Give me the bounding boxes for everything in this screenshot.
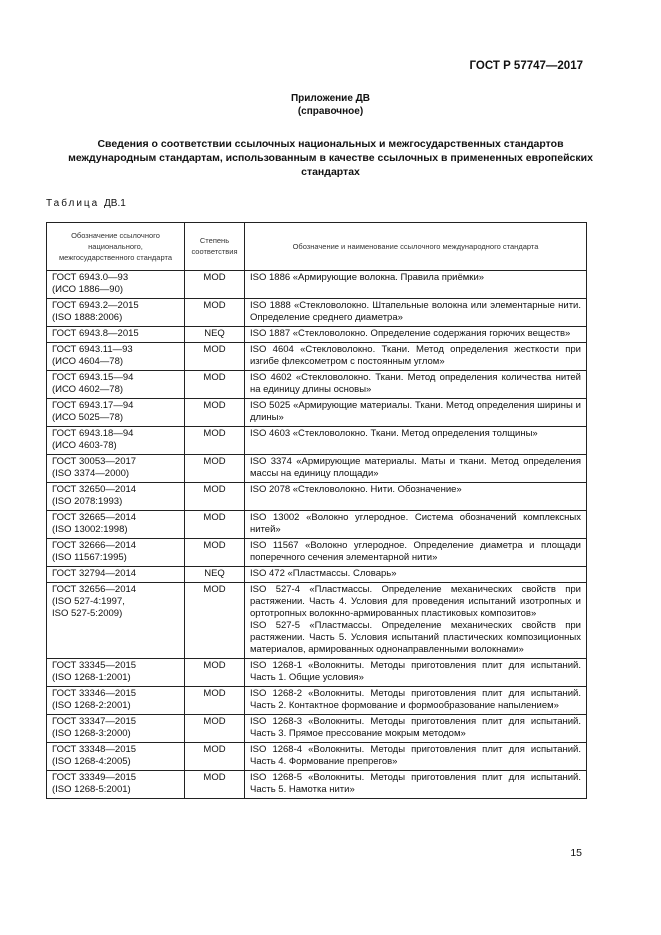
national-standard-cell-line: ГОСТ 32666—2014 — [52, 540, 137, 551]
national-standard-cell — [47, 455, 185, 483]
national-standard-cell-line: (ИСО 4603-78) — [52, 440, 117, 451]
table-row — [47, 511, 587, 539]
international-standard-cell — [245, 511, 587, 539]
national-standard-cell-line: (ISO 2078:1993) — [52, 496, 123, 507]
section-title: Сведения о соответствии ссылочных национальных и межгосударственных стандартов международным стандартам, использованным в качестве ссылочных в примененных европейских стандартах — [68, 138, 593, 178]
national-standard-cell-line: (ИСО 4604—78) — [52, 356, 124, 367]
international-standard-cell-line: ISO 1268-1 «Волокниты. Методы приготовления плит для испытаний. Часть 1. Общие условия» — [250, 660, 581, 683]
table-row — [47, 455, 587, 483]
table-caption-word: Таблица — [46, 198, 100, 209]
degree-cell-line: MOD — [203, 272, 226, 283]
table-row — [47, 399, 587, 427]
degree-cell-line: MOD — [203, 660, 226, 671]
national-standard-cell-line: ГОСТ 6943.8—2015 — [52, 328, 139, 339]
national-standard-cell — [47, 299, 185, 327]
international-standard-cell — [245, 715, 587, 743]
table-caption — [46, 198, 126, 209]
national-standard-cell — [47, 583, 185, 659]
international-standard-cell — [245, 483, 587, 511]
international-standard-cell — [245, 539, 587, 567]
degree-cell-line: NEQ — [204, 328, 225, 339]
national-standard-cell-line: ГОСТ 6943.17—94 — [52, 400, 134, 411]
degree-cell — [185, 715, 245, 743]
degree-cell-line: MOD — [203, 512, 226, 523]
degree-cell-line: MOD — [203, 688, 226, 699]
national-standard-cell-line: ГОСТ 32794—2014 — [52, 568, 137, 579]
table-row — [47, 771, 587, 799]
national-standard-cell-line: ГОСТ 33348—2015 — [52, 744, 137, 755]
appendix-title: Приложение ДВ — [290, 93, 371, 104]
national-standard-cell — [47, 743, 185, 771]
degree-cell — [185, 271, 245, 299]
degree-cell — [185, 743, 245, 771]
national-standard-cell — [47, 427, 185, 455]
table-row — [47, 687, 587, 715]
international-standard-cell-line: ISO 527-5 «Пластмассы. Определение механических свойств при растяжении. Часть 5. Условия испытаний пластических композиционных материалов, армированных однонаправленными волокнами» — [250, 620, 581, 655]
table-caption-number: ДВ.1 — [104, 198, 126, 209]
national-standard-cell — [47, 511, 185, 539]
national-standard-cell-line: ГОСТ 32665—2014 — [52, 512, 137, 523]
international-standard-cell — [245, 399, 587, 427]
international-standard-cell — [245, 771, 587, 799]
degree-cell-line: MOD — [203, 344, 226, 355]
column-header-national-standard: Обозначение ссылочного национального, межгосударственного стандарта — [47, 223, 185, 271]
national-standard-cell-line: (ISO 1268-3:2000) — [52, 728, 131, 739]
international-standard-cell-line: ISO 527-4 «Пластмассы. Определение механических свойств при растяжении. Часть 4. Условия для проведения испытаний изотропных и ортотропных волокнно-армированных пластиковых композитов» — [250, 584, 581, 619]
national-standard-cell — [47, 483, 185, 511]
degree-cell — [185, 399, 245, 427]
degree-cell-line: MOD — [203, 772, 226, 783]
international-standard-cell — [245, 659, 587, 687]
national-standard-cell-line: ГОСТ 33349—2015 — [52, 772, 137, 783]
table-row — [47, 539, 587, 567]
international-standard-cell-line: ISO 5025 «Армирующие материалы. Ткани. Метод определения ширины и длины» — [250, 400, 581, 423]
national-standard-cell-line: ГОСТ 6943.18—94 — [52, 428, 134, 439]
international-standard-cell-line: ISO 13002 «Волокно углеродное. Система обозначений комплексных нитей» — [250, 512, 581, 535]
national-standard-cell — [47, 271, 185, 299]
international-standard-cell-line: ISO 11567 «Волокно углеродное. Определение диаметра и площади поперечного сечения элементарной нити» — [250, 540, 581, 563]
degree-cell — [185, 455, 245, 483]
national-standard-cell-line: (ИСО 1886—90) — [52, 284, 124, 295]
table-row — [47, 567, 587, 583]
national-standard-cell-line: (ISO 1268-1:2001) — [52, 672, 131, 683]
international-standard-cell-line: ISO 1268-2 «Волокниты. Методы приготовления плит для испытаний. Часть 2. Контактное формование и формообразование напылением» — [250, 688, 581, 711]
international-standard-cell-line: ISO 1886 «Армирующие волокна. Правила приёмки» — [250, 272, 485, 283]
national-standard-cell — [47, 399, 185, 427]
international-standard-cell — [245, 743, 587, 771]
degree-cell-line: MOD — [203, 716, 226, 727]
national-standard-cell-line: (ISO 1888:2006) — [52, 312, 123, 323]
national-standard-cell-line: (ISO 3374—2000) — [52, 468, 130, 479]
international-standard-cell-line: ISO 1888 «Стекловолокно. Штапельные волокна или элементарные нити. Определение среднего диаметра» — [250, 300, 581, 323]
appendix-heading — [0, 92, 661, 118]
degree-cell-line: MOD — [203, 400, 226, 411]
degree-cell — [185, 371, 245, 399]
column-header-international-standard: Обозначение и наименование ссылочного международного стандарта — [245, 223, 587, 271]
national-standard-cell-line: ГОСТ 6943.11—93 — [52, 344, 133, 355]
degree-cell — [185, 483, 245, 511]
international-standard-cell-line: ISO 4602 «Стекловолокно. Ткани. Метод определения количества нитей на единицу длины основы» — [250, 372, 581, 395]
national-standard-cell-line: ГОСТ 6943.15—94 — [52, 372, 134, 383]
national-standard-cell — [47, 687, 185, 715]
table-row — [47, 715, 587, 743]
national-standard-cell-line: (ISO 1268-5:2001) — [52, 784, 131, 795]
international-standard-cell-line: ISO 1268-4 «Волокниты. Методы приготовления плит для испытаний. Часть 4. Формование препрегов» — [250, 744, 581, 767]
national-standard-cell-line: ISO 527-5:2009) — [52, 608, 123, 619]
national-standard-cell-line: (ИСО 4602—78) — [52, 384, 124, 395]
national-standard-cell-line: (ISO 11567:1995) — [52, 552, 127, 563]
degree-cell-line: MOD — [203, 456, 226, 467]
degree-cell — [185, 343, 245, 371]
international-standard-cell-line: ISO 1268-5 «Волокниты. Методы приготовления плит для испытаний. Часть 5. Намотка нити» — [250, 772, 581, 795]
national-standard-cell-line: (ISO 1268-4:2005) — [52, 756, 131, 767]
degree-cell — [185, 539, 245, 567]
national-standard-cell-line: ГОСТ 33345—2015 — [52, 660, 137, 671]
international-standard-cell-line: ISO 472 «Пластмассы. Словарь» — [250, 568, 397, 579]
degree-cell — [185, 659, 245, 687]
table-row — [47, 371, 587, 399]
international-standard-cell — [245, 583, 587, 659]
international-standard-cell — [245, 271, 587, 299]
national-standard-cell — [47, 371, 185, 399]
degree-cell — [185, 427, 245, 455]
international-standard-cell-line: ISO 4604 «Стекловолокно. Ткани. Метод определения жесткости при изгибе флексометром с постоянным углом» — [250, 344, 581, 367]
national-standard-cell — [47, 771, 185, 799]
degree-cell-line: MOD — [203, 484, 226, 495]
table-row — [47, 271, 587, 299]
table-row — [47, 343, 587, 371]
page-number: 15 — [570, 847, 582, 859]
international-standard-cell-line: ISO 4603 «Стекловолокно. Ткани. Метод определения толщины» — [250, 428, 538, 439]
table-row — [47, 659, 587, 687]
table-row — [47, 327, 587, 343]
national-standard-cell-line: ГОСТ 6943.0—93 — [52, 272, 129, 283]
national-standard-cell — [47, 567, 185, 583]
international-standard-cell-line: ISO 1268-3 «Волокниты. Методы приготовления плит для испытаний. Часть 3. Прямое прессование мокрым методом» — [250, 716, 581, 739]
national-standard-cell — [47, 327, 185, 343]
national-standard-cell — [47, 539, 185, 567]
national-standard-cell-line: (ISO 13002:1998) — [52, 524, 128, 535]
degree-cell-line: MOD — [203, 428, 226, 439]
degree-cell — [185, 567, 245, 583]
table-row — [47, 299, 587, 327]
degree-cell — [185, 299, 245, 327]
table-row — [47, 427, 587, 455]
international-standard-cell — [245, 455, 587, 483]
appendix-subtitle: (справочное) — [297, 106, 364, 117]
degree-cell — [185, 687, 245, 715]
national-standard-cell — [47, 715, 185, 743]
national-standard-cell-line: (ISO 1268-2:2001) — [52, 700, 131, 711]
table-row — [47, 743, 587, 771]
national-standard-cell-line: ГОСТ 6943.2—2015 — [52, 300, 139, 311]
international-standard-cell-line: ISO 2078 «Стекловолокно. Нити. Обозначение» — [250, 484, 462, 495]
international-standard-cell — [245, 299, 587, 327]
national-standard-cell-line: ГОСТ 33347—2015 — [52, 716, 137, 727]
international-standard-cell — [245, 427, 587, 455]
degree-cell-line: MOD — [203, 300, 226, 311]
degree-cell-line: NEQ — [204, 568, 225, 579]
international-standard-cell — [245, 327, 587, 343]
degree-cell — [185, 327, 245, 343]
national-standard-cell — [47, 343, 185, 371]
national-standard-cell-line: ГОСТ 32656—2014 — [52, 584, 137, 595]
degree-cell-line: MOD — [203, 372, 226, 383]
national-standard-cell-line: ГОСТ 33346—2015 — [52, 688, 137, 699]
table-body — [47, 271, 587, 799]
table-row — [47, 583, 587, 659]
table-row — [47, 483, 587, 511]
national-standard-cell-line: ГОСТ 30053—2017 — [52, 456, 137, 467]
national-standard-cell-line: (ISO 527-4:1997, — [52, 596, 125, 607]
degree-cell — [185, 583, 245, 659]
international-standard-cell — [245, 371, 587, 399]
national-standard-cell — [47, 659, 185, 687]
degree-cell-line: MOD — [203, 540, 226, 551]
national-standard-cell-line: ГОСТ 32650—2014 — [52, 484, 137, 495]
degree-cell-line: MOD — [203, 584, 226, 595]
document-code: ГОСТ Р 57747—2017 — [469, 60, 583, 72]
degree-cell — [185, 511, 245, 539]
international-standard-cell — [245, 343, 587, 371]
column-header-degree: Степень соответствия — [185, 223, 245, 271]
table-header-row — [47, 223, 587, 271]
standards-table — [46, 222, 587, 799]
international-standard-cell-line: ISO 3374 «Армирующие материалы. Маты и ткани. Метод определения массы на единицу площади» — [250, 456, 581, 479]
national-standard-cell-line: (ИСО 5025—78) — [52, 412, 124, 423]
international-standard-cell — [245, 567, 587, 583]
degree-cell — [185, 771, 245, 799]
degree-cell-line: MOD — [203, 744, 226, 755]
international-standard-cell — [245, 687, 587, 715]
international-standard-cell-line: ISO 1887 «Стекловолокно. Определение содержания горючих веществ» — [250, 328, 571, 339]
